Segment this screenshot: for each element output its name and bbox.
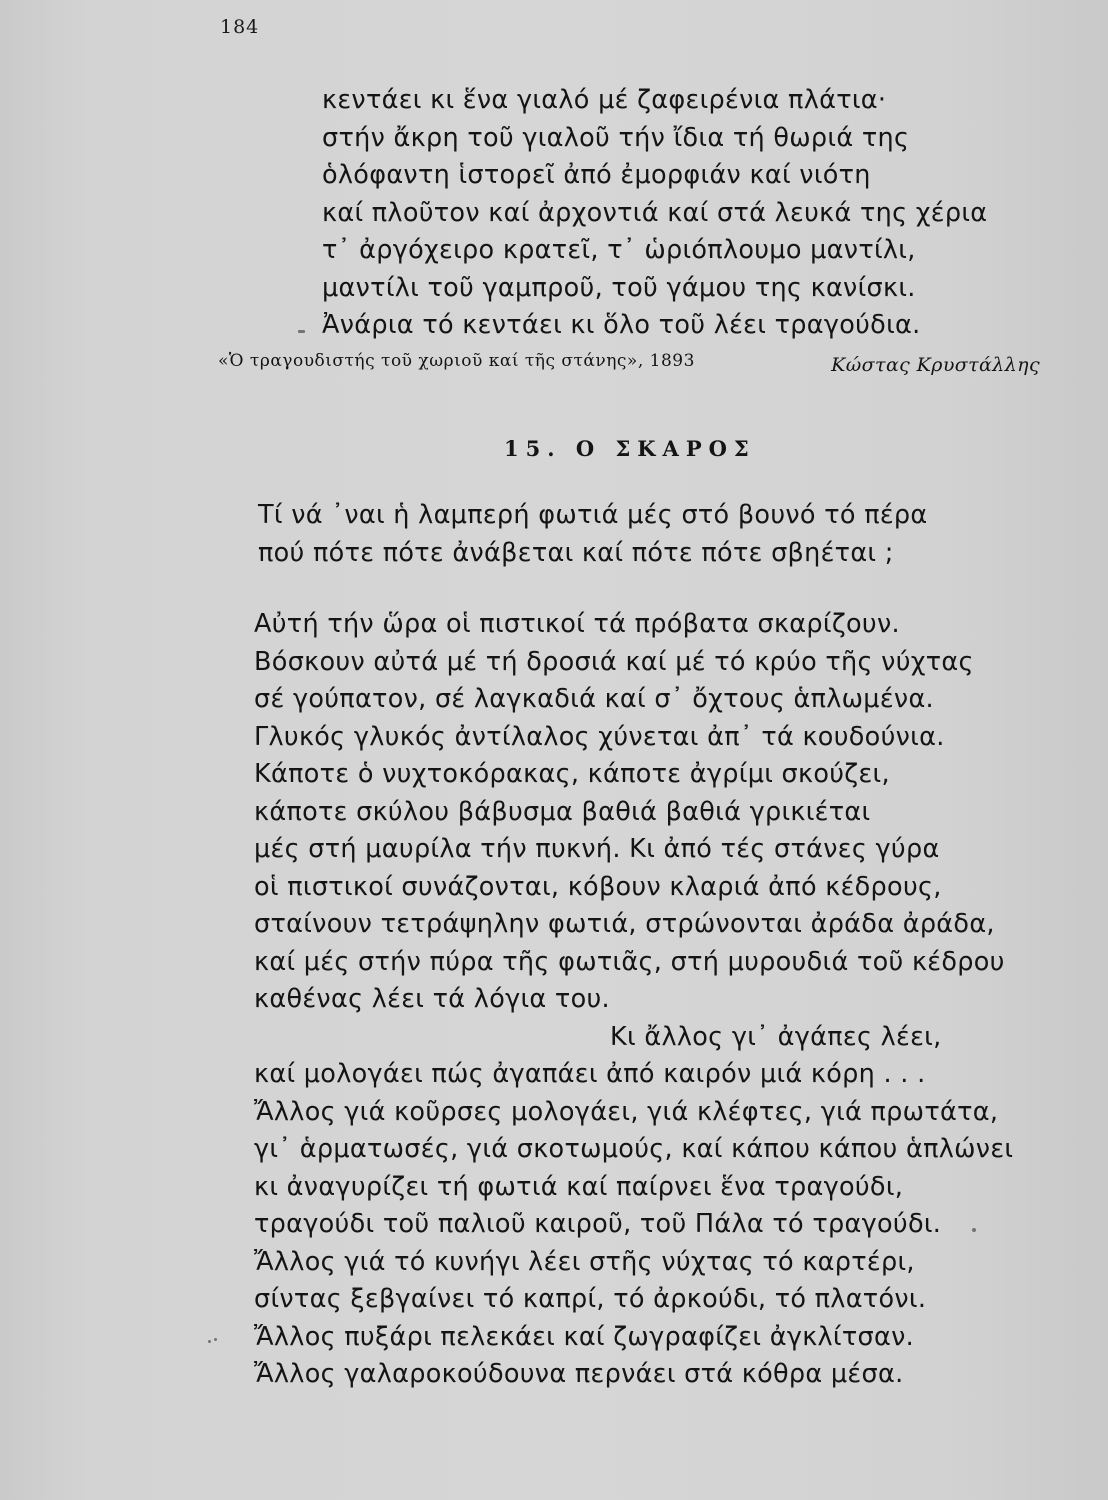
poem-line: Ἄλλος γιά κοῦρσες μολογάει, γιά κλέφτες, γιά πρωτάτα, (254, 1096, 999, 1127)
poem-line: καί μές στήν πύρα τῆς φωτιᾶς, στή μυρουδιά τοῦ κέδρου (254, 946, 1005, 977)
poem-line: μές στή μαυρίλα τήν πυκνή. Κι ἀπό τές στάνες γύρα (254, 834, 940, 864)
poem-1-attribution (218, 346, 1040, 376)
source-citation: «Ὁ τραγουδιστής τοῦ χωριοῦ καί τῆς στάνης», 1893 (218, 351, 695, 371)
poem-line: ὁλόφαντη ἱστορεῖ ἀπό ἐμορφιάν καί νιότη (322, 160, 871, 190)
poem-line-indented: Κι ἄλλος γι᾽ ἀγάπες λέει, (610, 1021, 942, 1052)
poem-line: μαντίλι τοῦ γαμπροῦ, τοῦ γάμου της κανίσκι. (322, 272, 916, 303)
poem-line: Βόσκουν αὐτά μέ τή δροσιά καί μέ τό κρύο τῆς νύχτας (254, 646, 974, 677)
poem-line: οἱ πιστικοί συνάζονται, κόβουν κλαριά ἀπό κέδρους, (254, 871, 942, 902)
poem-line: Ἄλλος πυξάρι πελεκάει καί ζωγραφίζει ἀγκλίτσαν. (254, 1321, 915, 1352)
author-name: Κώστας Κρυστάλλης (831, 354, 1040, 376)
poem-line: σίντας ξεβγαίνει τό καπρί, τό ἀρκούδι, τό πλατόνι. (254, 1284, 927, 1314)
poem-line: Κάποτε ὁ νυχτοκόρακας, κάποτε ἀγρίμι σκούζει, (254, 759, 890, 789)
poem-line: κάποτε σκύλου βάβυσμα βαθιά βαθιά γρικιέται (254, 796, 871, 827)
poem-1-stanza (322, 82, 987, 345)
poem-line: Τί νά ᾽ναι ἡ λαμπερή φωτιά μές στό βουνό τό πέρα (258, 500, 928, 530)
poem-2-stanza-2 (254, 606, 1013, 1394)
poem-line: σταίνουν τετράψηλην φωτιά, στρώνονται ἀράδα ἀράδα, (254, 909, 995, 939)
poem-line: καί μολογάει πώς ἀγαπάει ἀπό καιρόν μιά κόρη . . . (254, 1059, 926, 1089)
poem-line: Αὐτή τήν ὥρα οἱ πιστικοί τά πρόβατα σκαρίζουν. (254, 609, 900, 639)
page-number: 184 (220, 16, 260, 38)
poem-line: τραγούδι τοῦ παλιοῦ καιροῦ, τοῦ Πάλα τό τραγούδι. (254, 1209, 942, 1239)
poem-line: καθένας λέει τά λόγια του. (254, 984, 610, 1014)
scan-speck (298, 330, 305, 333)
scan-speck (972, 1228, 976, 1232)
poem-line: Ἀνάρια τό κεντάει κι ὅλο τοῦ λέει τραγούδια. (322, 310, 921, 340)
poem-2-stanza-1 (258, 496, 928, 572)
scan-speck (214, 1338, 217, 1341)
poem-line: κι ἀναγυρίζει τή φωτιά καί παίρνει ἕνα τραγούδι, (254, 1171, 904, 1202)
poem-line: στήν ἄκρη τοῦ γιαλοῦ τήν ἴδια τή θωριά της (322, 122, 910, 153)
poem-line: γι᾽ ἁρματωσές, γιά σκοτωμούς, καί κάπου κάπου ἁπλώνει (254, 1134, 1014, 1164)
poem-line: κεντάει κι ἕνα γιαλό μέ ζαφειρένια πλάτια· (322, 85, 887, 115)
section-title: 15. Ο ΣΚΑΡΟΣ (504, 436, 756, 461)
poem-line: Ἄλλος γαλαροκούδουνα περνάει στά κόθρα μέσα. (254, 1359, 904, 1389)
poem-line: Γλυκός γλυκός ἀντίλαλος χύνεται ἀπ᾽ τά κουδούνια. (254, 721, 945, 752)
poem-line: σέ γούπατον, σέ λαγκαδιά καί σ᾽ ὄχτους ἁπλωμένα. (254, 684, 934, 714)
scan-speck (208, 1340, 211, 1343)
poem-line: καί πλοῦτον καί ἀρχοντιά καί στά λευκά της χέρια (322, 197, 988, 228)
poem-line: πού πότε πότε ἀνάβεται καί πότε πότε σβηέται ; (258, 538, 894, 568)
poem-line: τ᾽ ἀργόχειρο κρατεῖ, τ᾽ ὡριόπλουμο μαντίλι, (322, 235, 916, 265)
poem-line: Ἄλλος γιά τό κυνήγι λέει στῆς νύχτας τό καρτέρι, (254, 1246, 915, 1277)
